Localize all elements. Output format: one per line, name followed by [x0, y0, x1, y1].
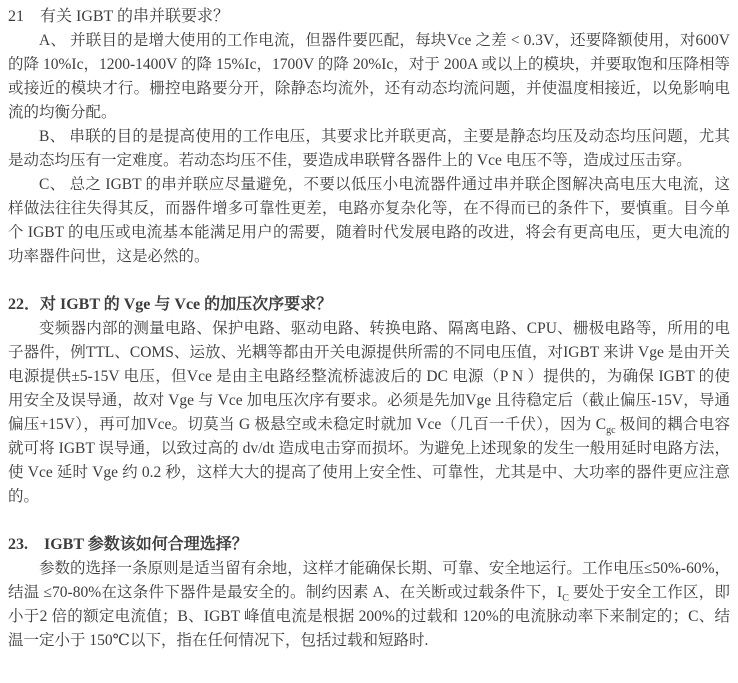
- section-21-paragraph-2: B、 串联的目的是提高使用的工作电压，其要求比并联更高，主要是静态均压及动态均压问题，尤其是动态均压有一定难度。若动态均压不佳，要造成串联臂各器件上的 Vce 电压不等，造成过压击穿。: [8, 128, 730, 169]
- section-heading-21: 21 有关 IGBT 的串并联要求？: [8, 8, 230, 25]
- section-21-paragraph-1: A、 并联目的是增大使用的工作电流，但器件要匹配，每块Vce 之差 < 0.3V，还要降额使用，对600V 的降 10%Ic，1200-1400V 的降 15%Ic，1700V 的降 20%Ic，对于 200A 或以上的模块，并要取饱和压降相等或接近的模块才行。栅控电路要分开，除静态均流外，还有动态均流问题，并使温度相接近，以免影响电流的均衡分配。: [8, 32, 730, 121]
- section-23: [8, 533, 730, 653]
- section-21: [8, 5, 730, 269]
- section-21-paragraph-3: C、 总之 IGBT 的串并联应尽量避免，不要以低压小电流器件通过串并联企图解决高电压大电流，这样做法往往失得其反，而器件增多可靠性更差，电路亦复杂化等，在不得而已的条件下，要慎重。目今单个 IGBT 的电压或电流基本能满足用户的需要，随着时代发展电路的改进，将会有更高电压，更大电流的功率器件问世，这是必然的。: [8, 176, 730, 265]
- section-22-paragraph-1: 变频器内部的测量电路、保护电路、驱动电路、转换电路、隔离电路、CPU、栅极电路等，所用的电子器件，例TTL、COMS、运放、光耦等都由开关电源提供所需的不同电压值，对IGBT 来讲 Vge 是由开关电源提供±5-15V 电压，但Vce 是由主电路经整流桥滤波后的 DC 电源（P N ）提供的，为确保 IGBT 的使用安全及误导通，故对 Vge 与 Vce 加电压次序有要求。必须是先加Vge 且待稳定后（截止偏压-15V，导通偏压+15V），再可加Vce。切莫当 G 极悬空或未稳定时就加 Vce（几百一千伏），因为 $C_{gc}$ 极间的耦合电容就可将 IGBT 误导通，以致过高的 dv/dt 造成电击穿而损坏。为避免上述现象的发生一般用延时电路方法，使 Vce 延时 Vge 约 0.2 秒，这样大大的提高了使用上安全性、可靠性，尤其是中、大功率的器件更应注意的。: [8, 320, 730, 505]
- section-heading-23: 23. IGBT 参数该如何合理选择？: [8, 536, 248, 553]
- section-23-paragraph-1: 参数的选择一条原则是适当留有余地，这样才能确保长期、可靠、安全地运行。工作电压≤50%-60%，结温 ≤70-80%在这条件下器件是最安全的。制约因素 A、在关断或过载条件下，$I_C$ 要处于安全工作区，即小于2 倍的额定电流值；B、IGBT 峰值电流是根据 200%的过载和 120%的电流脉动率下来制定的；C、结温一定小于 150℃以下，指在任何情况下，包括过载和短路时.: [8, 560, 730, 649]
- section-22: [8, 293, 730, 509]
- section-heading-22: 22．对 IGBT 的 Vge 与 Vce 的加压次序要求？: [8, 296, 333, 313]
